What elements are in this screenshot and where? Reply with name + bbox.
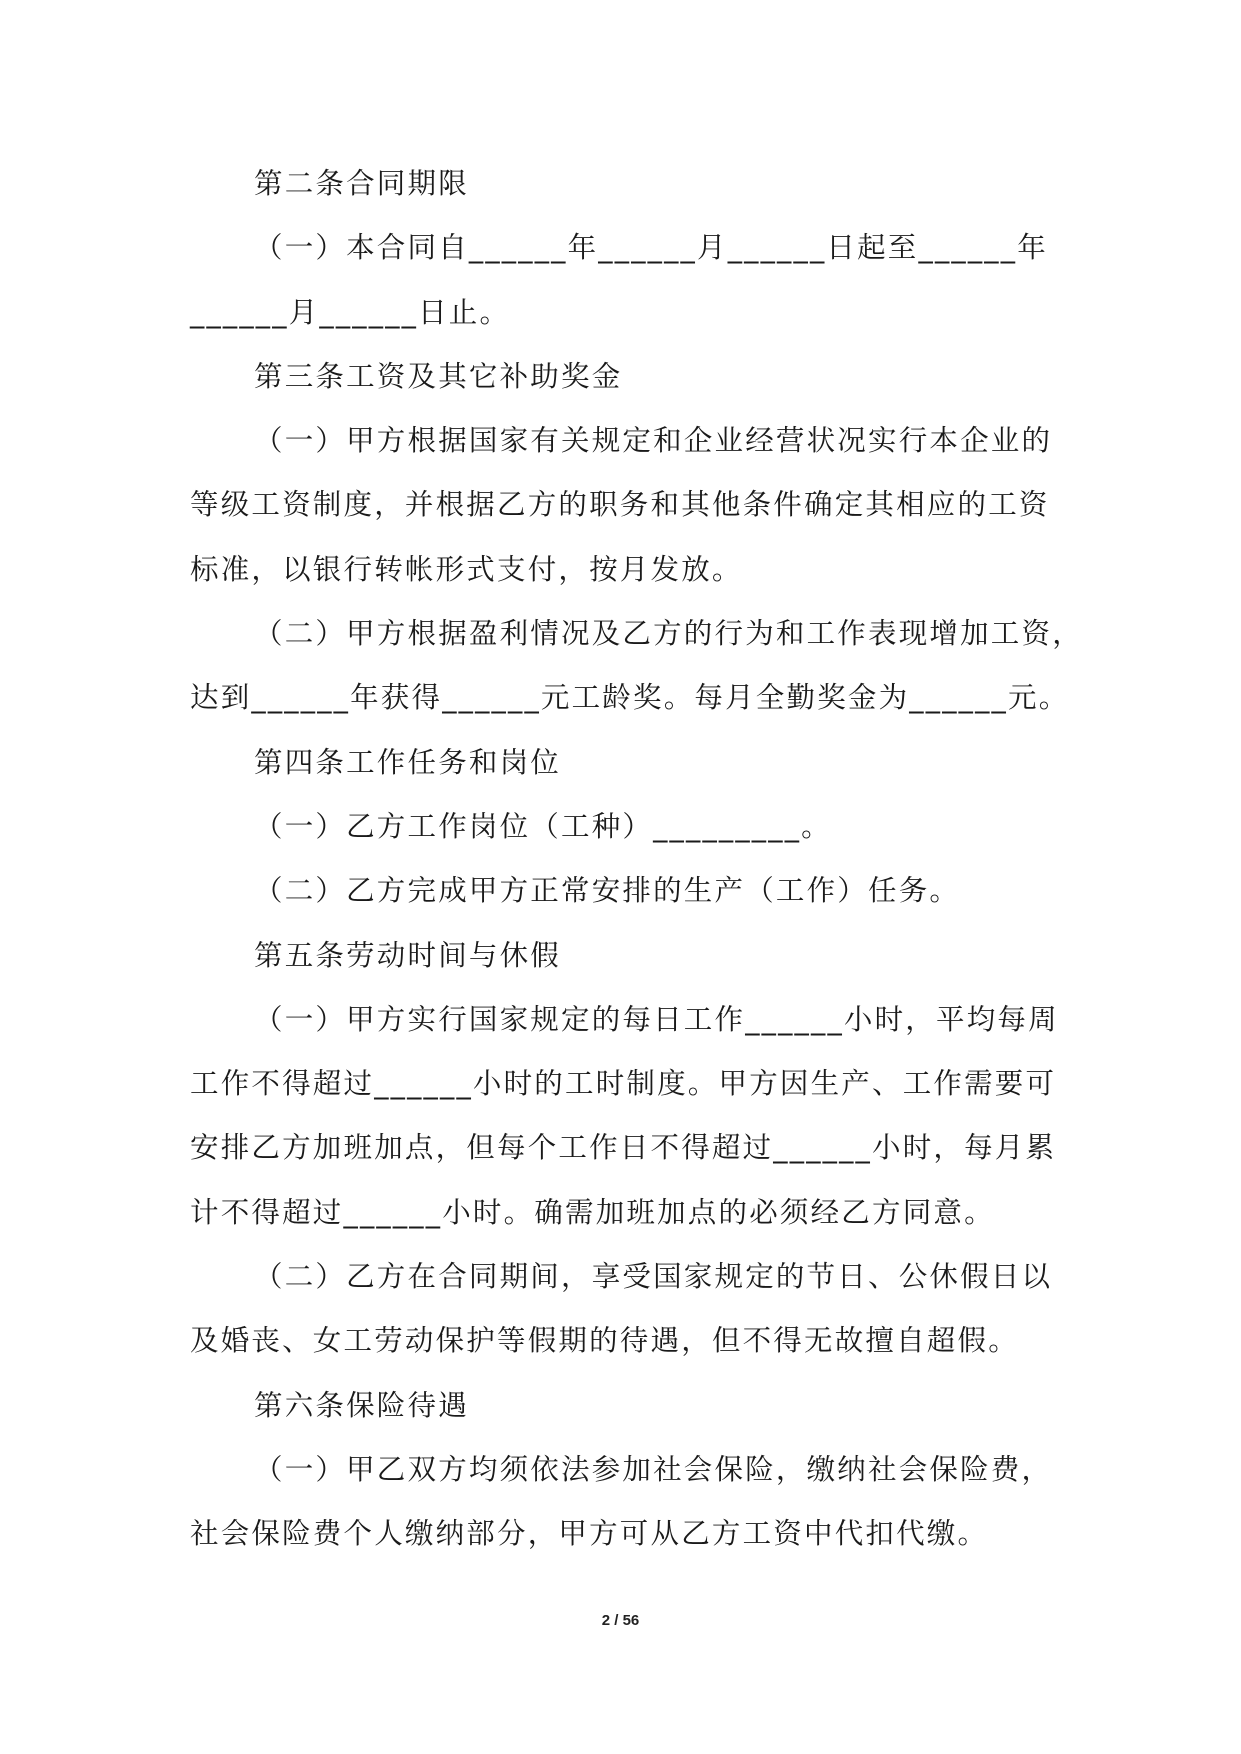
paragraph-line: 安排乙方加班加点，但每个工作日不得超过______小时，每月累: [190, 1131, 1057, 1165]
document-body: [190, 158, 1083, 1573]
article-heading: 第四条工作任务和岗位: [254, 745, 562, 779]
paragraph-line: 标准，以银行转帐形式支付，按月发放。: [190, 552, 743, 586]
paragraph-line: 计不得超过______小时。确需加班加点的必须经乙方同意。: [190, 1195, 995, 1229]
paragraph-line: （一）甲乙双方均须依法参加社会保险，缴纳社会保险费，: [254, 1452, 1053, 1486]
article-heading: 第六条保险待遇: [254, 1388, 469, 1422]
paragraph-line: 达到______年获得______元工龄奖。每月全勤奖金为______元。: [190, 681, 1070, 715]
paragraph-line: （二）甲方根据盈利情况及乙方的行为和工作表现增加工资，: [254, 617, 1083, 651]
paragraph-line: 社会保险费个人缴纳部分，甲方可从乙方工资中代扣代缴。: [190, 1517, 989, 1551]
paragraph-line: 等级工资制度，并根据乙方的职务和其他条件确定其相应的工资: [190, 488, 1050, 522]
paragraph-line: ______月______日止。: [190, 295, 511, 329]
paragraph-line: （二）乙方在合同期间，享受国家规定的节日、公休假日以: [254, 1260, 1053, 1294]
paragraph-line: （二）乙方完成甲方正常安排的生产（工作）任务。: [254, 874, 961, 908]
paragraph-line: （一）乙方工作岗位（工种）_________。: [254, 809, 832, 843]
paragraph-line: 工作不得超过______小时的工时制度。甲方因生产、工作需要可: [190, 1067, 1057, 1101]
article-heading: 第五条劳动时间与休假: [254, 938, 562, 972]
paragraph-line: （一）甲方根据国家有关规定和企业经营状况实行本企业的: [254, 424, 1053, 458]
article-heading: 第二条合同期限: [254, 167, 469, 200]
paragraph-line: （一）本合同自______年______月______日起至______年: [254, 231, 1048, 265]
page-number: 2 / 56: [601, 1612, 640, 1629]
article-heading: 第三条工资及其它补助奖金: [254, 359, 623, 393]
paragraph-line: （一）甲方实行国家规定的每日工作______小时，平均每周: [254, 1002, 1059, 1036]
paragraph-line: 及婚丧、女工劳动保护等假期的待遇，但不得无故擅自超假。: [190, 1324, 1019, 1358]
